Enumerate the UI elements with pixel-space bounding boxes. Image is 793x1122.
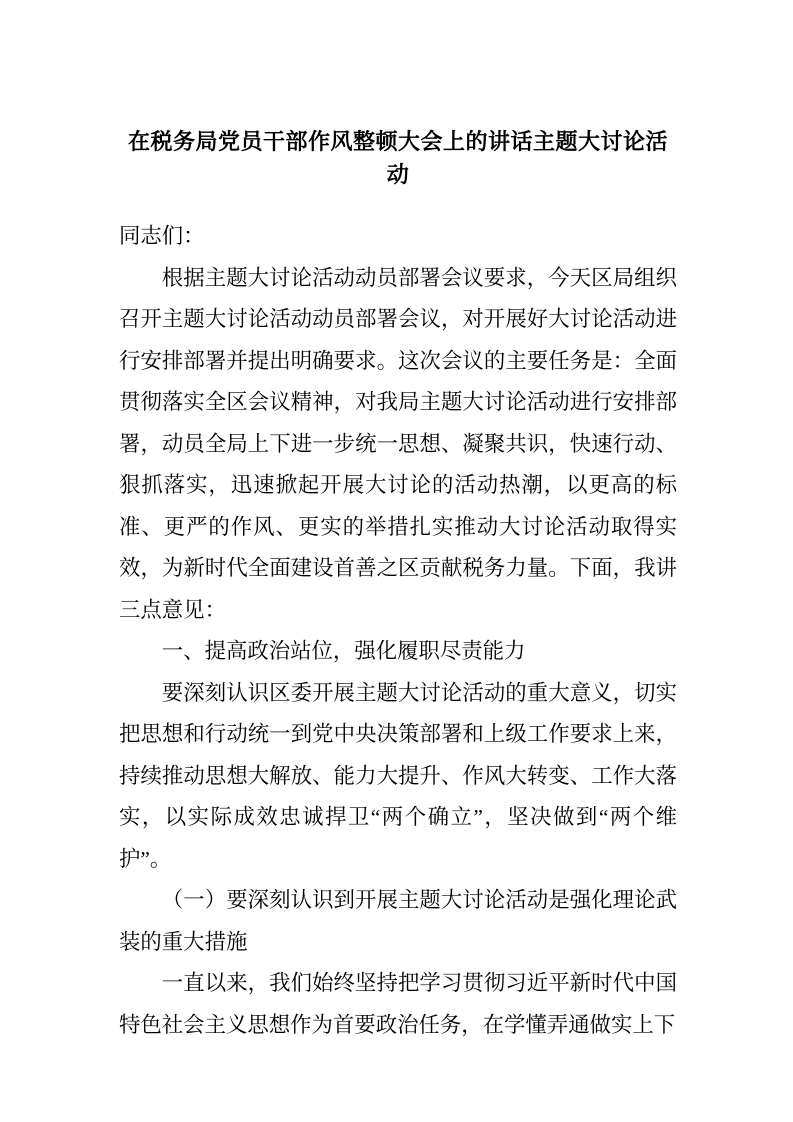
paragraph-section-1: 要深刻认识区委开展主题大讨论活动的重大意义，切实把思想和行动统一到党中央决策部署和上级工作要求上来，持续推动思想大解放、能力大提升、作风大转变、工作大落实，以实际成效忠诚捍卫“两个确立”，坚决做到“两个维护”。 — [119, 680, 677, 871]
paragraph-intro: 根据主题大讨论活动动员部署会议要求，今天区局组织召开主题大讨论活动动员部署会议，对开展好大讨论活动进行安排部署并提出明确要求。这次会议的主要任务是：全面贯彻落实全区会议精神，对我局主题大讨论活动进行安排部署，动员全局上下进一步统一思想、凝聚共识，快速行动、狠抓落实，迅速掀起开展大讨论的活动热潮，以更高的标准、更严的作风、更实的举措扎实推动大讨论活动取得实效，为新时代全面建设首善之区贡献税务力量。下面，我讲三点意见： — [119, 265, 677, 622]
document-body — [119, 216, 677, 1046]
salutation-line: 同志们： — [119, 224, 205, 248]
subsection-heading-1-1: （一）要深刻认识到开展主题大讨论活动是强化理论武装的重大措施 — [119, 888, 677, 954]
paragraph-subsection-1-1: 一直以来，我们始终坚持把学习贯彻习近平新时代中国特色社会主义思想作为首要政治任务，在学懂弄通做实上下 — [119, 971, 677, 1037]
document-title: 在税务局党员干部作风整顿大会上的讲话主题大讨论活动 — [127, 129, 668, 187]
section-heading-1: 一、提高政治站位，强化履职尽责能力 — [161, 639, 526, 663]
